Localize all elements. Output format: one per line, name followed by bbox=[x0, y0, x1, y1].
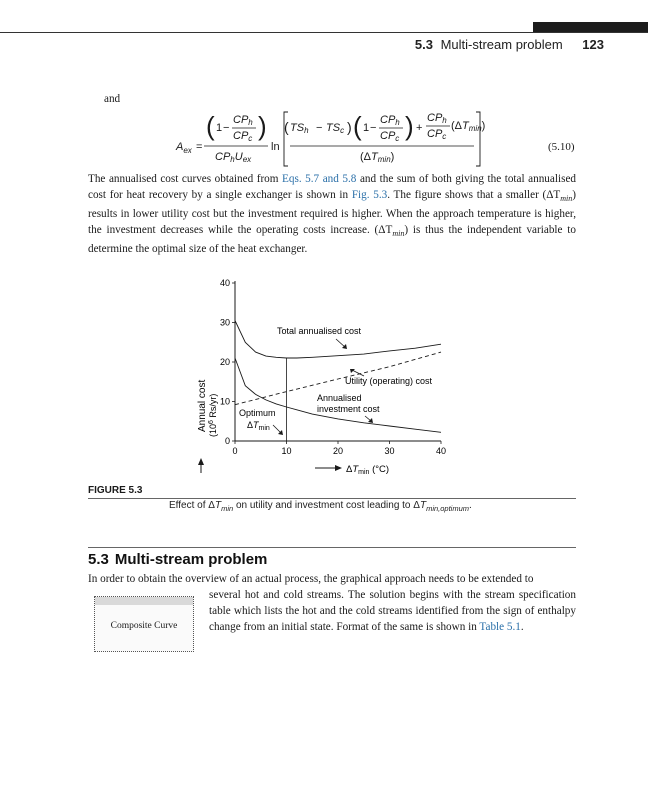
eq-cpc-3: CPc bbox=[427, 128, 447, 141]
paragraph-multistream-line1: In order to obtain the overview of an actual process, the graphical approach needs to be extended to bbox=[88, 573, 534, 585]
equation-number: (5.10) bbox=[548, 141, 575, 153]
label-total-cost: Total annualised cost bbox=[277, 326, 362, 336]
eq-minus-2: − bbox=[316, 122, 323, 134]
x-tick-label: 0 bbox=[232, 446, 238, 456]
x-tick-label: 40 bbox=[435, 446, 447, 456]
arrow-optimum bbox=[273, 425, 281, 433]
running-head bbox=[415, 37, 604, 52]
p1-sub-min-2: min bbox=[392, 228, 405, 238]
eq-tsh: TSh bbox=[290, 122, 309, 135]
margin-note-label: Composite Curve bbox=[110, 621, 178, 631]
eq-denominator: CPhUex bbox=[215, 151, 252, 164]
eq-paren-close-2: ) bbox=[405, 111, 414, 141]
eq-one-1: 1 bbox=[216, 122, 223, 134]
label-utility-cost: Utility (operating) cost bbox=[345, 376, 433, 386]
eq-bracket-right bbox=[476, 112, 480, 166]
section-heading-number: 5.3 bbox=[88, 551, 109, 568]
eq-cpc-1: CPc bbox=[233, 130, 253, 143]
eq-dtmin-1: (ΔTmin) bbox=[451, 120, 486, 133]
header-rule bbox=[0, 32, 648, 33]
running-head-section-title: Multi-stream problem bbox=[440, 37, 563, 52]
margin-note-box bbox=[94, 596, 194, 652]
y-axis-arrow-head bbox=[198, 458, 204, 465]
figure-5-3-chart bbox=[185, 275, 460, 480]
section-rule bbox=[88, 547, 576, 548]
eq-cph-3: CPh bbox=[427, 112, 447, 125]
eq-paren-open-2: ( bbox=[353, 111, 362, 141]
y-tick-label: 20 bbox=[219, 357, 230, 367]
eq-minus-3: − bbox=[370, 122, 377, 134]
eq-minus-1: − bbox=[223, 122, 230, 134]
y-tick-label: 10 bbox=[219, 396, 230, 407]
margin-note-shade bbox=[95, 597, 193, 605]
equation-5-10 bbox=[170, 108, 500, 170]
p1-text-e: ) is thus the independent variable to determine the optimal size of the heat exchanger. bbox=[88, 223, 576, 255]
p2-end: . bbox=[520, 620, 524, 633]
link-table-5-1[interactable]: Table 5.1 bbox=[479, 620, 521, 633]
eq-equals: = bbox=[196, 141, 203, 153]
x-tick-label: 30 bbox=[384, 446, 395, 456]
label-investment-cost-2: investment cost bbox=[317, 404, 380, 414]
x-tick-label: 10 bbox=[281, 446, 292, 456]
label-optimum: Optimum bbox=[239, 408, 276, 418]
eq-inner-paren-close: ) bbox=[347, 119, 352, 135]
eq-paren-open-1: ( bbox=[206, 111, 215, 141]
label-investment-cost-1: Annualised bbox=[317, 393, 362, 403]
x-axis-arrow-head bbox=[335, 465, 342, 471]
x-tick-label: 20 bbox=[332, 446, 344, 456]
eq-ln: ln bbox=[271, 141, 280, 153]
p1-text-a: The annualised cost curves obtained from bbox=[88, 173, 283, 185]
eq-paren-close-1: ) bbox=[258, 111, 267, 141]
paragraph-annualised-cost bbox=[88, 172, 576, 257]
eq-dtmin-2: (ΔTmin) bbox=[360, 151, 395, 164]
label-optimum-dtmin: $\Delta T_{min}$ bbox=[247, 420, 270, 432]
eq-inner-paren-open: ( bbox=[284, 119, 289, 135]
eq-cph-2: CPh bbox=[380, 114, 400, 127]
p2-text: several hot and cold streams. The solution begins with the stream specification table which lists the hot and the cold streams identified from the sign of enthalpy change from an initial state. Format of the same is shown in bbox=[209, 589, 576, 633]
p1-text-b: and the sum of both giving the total annualised cost for heat recovery by a single exchanger is shown in bbox=[88, 173, 576, 201]
eq-tsc: TSc bbox=[326, 122, 345, 135]
x-axis-title: $\Delta T_{min}$ (°C) bbox=[346, 464, 390, 476]
eq-cpc-2: CPc bbox=[380, 130, 400, 143]
eq-one-2: 1 bbox=[363, 122, 370, 134]
section-heading-title: Multi-stream problem bbox=[114, 551, 268, 568]
y-tick-label: 40 bbox=[219, 278, 230, 288]
intro-word: and bbox=[104, 93, 121, 105]
figure-label: FIGURE 5.3 bbox=[88, 485, 143, 496]
p1-sub-min-1: min bbox=[560, 194, 573, 204]
eq-plus: + bbox=[416, 122, 423, 134]
p1-text-c: . The figure shows that a smaller (ΔT bbox=[387, 188, 561, 201]
y-axis-title-line2: ($10^6$ Rs/yr) bbox=[208, 393, 218, 437]
section-heading bbox=[88, 551, 267, 568]
p1-text-d: ) results in lower utility cost but the investment required is higher. When the approach temperature is higher, the investment decreases while the operating costs increase. (ΔT bbox=[88, 188, 577, 236]
link-eqs-5-7-5-8[interactable]: Eqs. 5.7 and 5.8 bbox=[282, 173, 357, 185]
y-tick-label: 30 bbox=[219, 317, 230, 328]
running-head-section-number: 5.3 bbox=[414, 37, 433, 52]
link-fig-5-3[interactable]: Fig. 5.3 bbox=[351, 188, 388, 201]
eq-cph-1: CPh bbox=[233, 114, 253, 127]
page-number: 123 bbox=[582, 37, 604, 52]
figure-rule bbox=[88, 498, 576, 499]
y-axis-title-line1: Annual cost bbox=[197, 379, 208, 432]
paragraph-multistream-rest bbox=[209, 588, 576, 635]
eq-lhs: $A_{ex}$ bbox=[176, 141, 192, 155]
y-tick-label: 0 bbox=[224, 436, 230, 446]
figure-caption: Effect of $\Delta T_{min}$ on utility and investment cost leading to $\Delta T_{min,optimum}$. bbox=[169, 500, 472, 513]
